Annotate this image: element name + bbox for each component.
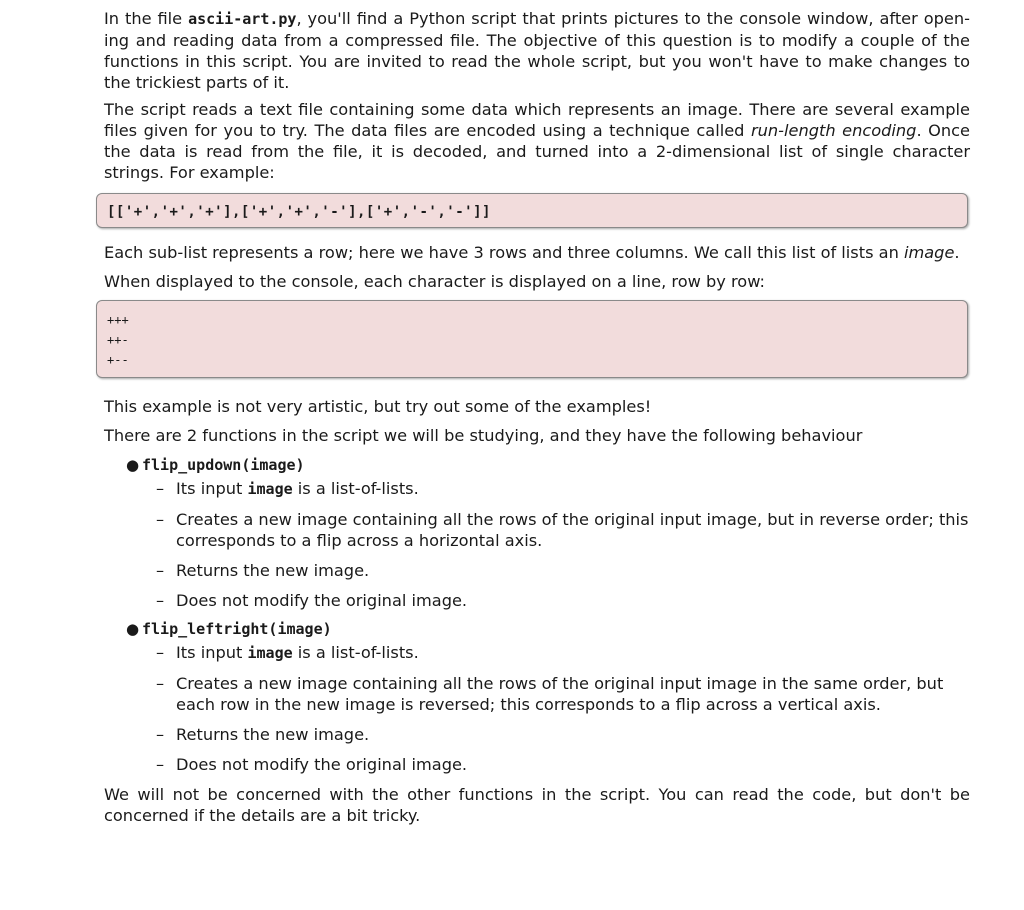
function-item-flip-updown	[126, 456, 970, 474]
text: Does not modify the original image.	[176, 755, 468, 774]
list-item	[156, 642, 970, 664]
example-paragraph: This example is not very artistic, but try out some of the examples!	[104, 397, 652, 416]
text: . Once the data is read from the file, it is decoded, and turned into a 2-dimensional list of single character strings. For example:	[104, 121, 970, 182]
bullet-icon: ●	[126, 456, 140, 474]
flip-updown-details	[156, 478, 970, 611]
dash-icon: –	[156, 510, 165, 529]
text: is a list-of-lists.	[292, 643, 419, 662]
text: Returns the new image.	[176, 725, 370, 744]
text: In the file	[104, 9, 189, 28]
list-item	[156, 754, 970, 775]
text: The script reads a text file containing some data which represents an image. There are several example files given for you to try. The data files are encoded using a technique called	[104, 100, 970, 140]
text: Its input	[176, 479, 248, 498]
text: .	[954, 243, 960, 262]
dash-icon: –	[156, 643, 165, 662]
row-paragraph	[104, 242, 970, 263]
text: is a list-of-lists.	[292, 479, 419, 498]
filename-code: ascii-art.py	[188, 10, 297, 28]
function-signature: flip_leftright(image)	[142, 620, 332, 638]
console-line: ++-	[107, 333, 129, 347]
console-output-block	[96, 300, 968, 378]
text: Returns the new image.	[176, 561, 370, 580]
list-item	[156, 724, 970, 745]
text: Creates a new image containing all the rows of the original input image, but in reverse order; this corresponds to a flip across a horizontal axis.	[176, 510, 969, 550]
list-code-text: [['+','+','+'],['+','+','-'],['+','-','-']]	[107, 204, 491, 220]
encoding-paragraph	[104, 99, 970, 183]
text: Does not modify the original image.	[176, 591, 468, 610]
list-item	[156, 560, 970, 581]
list-item	[156, 673, 970, 715]
text: Its input	[176, 643, 248, 662]
text: , you'll find a Python script that prints pictures to the console window, after open-ing and reading data from a compressed file. The objective of this question is to modify a couple of the functions in this script. You are invited to read the whole script, but you won't have to make changes to the trickiest parts of it.	[104, 9, 970, 92]
closing-paragraph: We will not be concerned with the other functions in the script. You can read the code, but don't be concerned if the details are a bit tricky.	[104, 785, 970, 825]
dash-icon: –	[156, 591, 165, 610]
display-paragraph: When displayed to the console, each character is displayed on a line, row by row:	[104, 272, 765, 291]
dash-icon: –	[156, 755, 165, 774]
dash-icon: –	[156, 674, 165, 693]
console-line: +++	[107, 313, 129, 327]
image-term: image	[904, 243, 955, 262]
bullet-icon: ●	[126, 620, 140, 638]
dash-icon: –	[156, 725, 165, 744]
flip-leftright-details	[156, 642, 970, 775]
param-code: image	[247, 644, 293, 662]
list-item	[156, 590, 970, 611]
functions-intro-paragraph: There are 2 functions in the script we will be studying, and they have the following behaviour	[104, 426, 863, 445]
console-line: +--	[107, 353, 129, 367]
text: Each sub-list represents a row; here we have 3 rows and three columns. We call this list of lists an	[104, 243, 904, 262]
intro-paragraph	[104, 8, 970, 93]
list-item	[156, 478, 970, 500]
text: Creates a new image containing all the rows of the original input image in the same order, but each row in the new image is reversed; this corresponds to a flip across a vertical axis.	[176, 674, 944, 714]
function-item-flip-leftright	[126, 620, 970, 638]
document-page	[104, 8, 970, 826]
list-code-block	[96, 193, 968, 228]
dash-icon: –	[156, 561, 165, 580]
function-signature: flip_updown(image)	[142, 456, 305, 474]
list-item	[156, 509, 970, 551]
param-code: image	[247, 480, 293, 498]
dash-icon: –	[156, 479, 165, 498]
rle-term: run-length encoding	[750, 121, 917, 140]
